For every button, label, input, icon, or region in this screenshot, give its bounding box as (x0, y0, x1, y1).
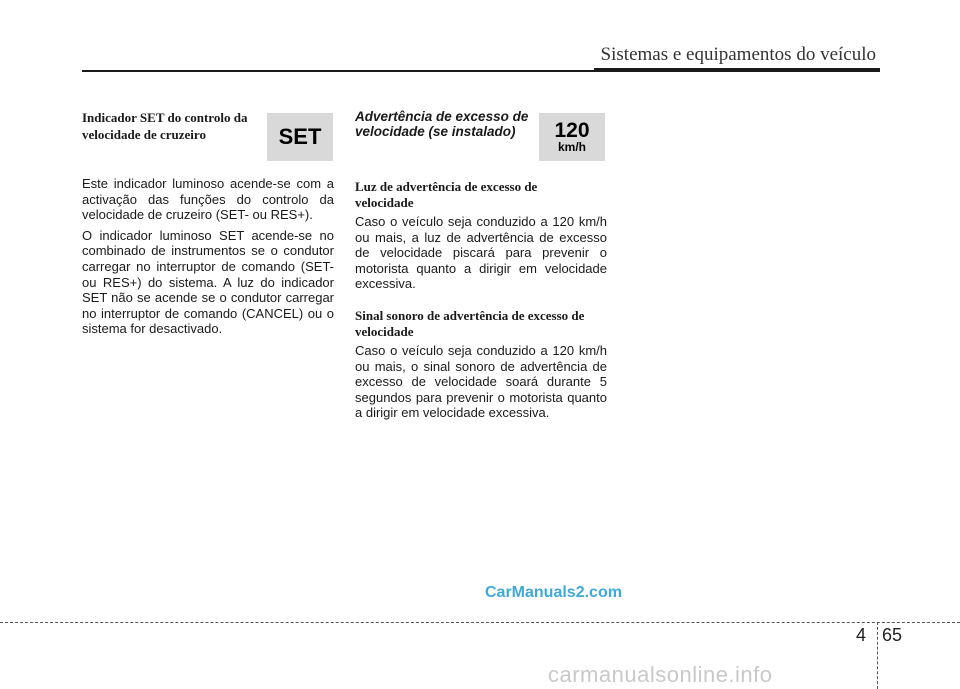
heading-line: Advertência de excesso de (355, 109, 529, 124)
subheading-line: Luz de advertência de excesso de (355, 179, 538, 194)
set-indicator-paragraph-1: Este indicador luminoso acende-se com a activação das funções do controlo da velocidade de cruzeiro (SET- ou RES+). (82, 176, 334, 223)
set-icon-label: SET (278, 124, 322, 149)
speed-icon-number: 120 (554, 118, 590, 142)
footer-brand-watermark: carmanualsonline.info (548, 662, 773, 687)
overspeed-chime-subheading (355, 308, 607, 340)
footer-dashed-divider (877, 622, 878, 689)
speed-icon-unit: km/h (557, 139, 586, 154)
overspeed-light-paragraph: Caso o veículo seja conduzido a 120 km/h ou mais, a luz de advertência de excesso de velocidade piscará para prevenir o motorista quanto a dirigir em velocidade excessiva. (355, 214, 607, 292)
heading-line: velocidade (se instalado) (355, 124, 516, 139)
chapter-number: 4 (856, 625, 867, 645)
section-title: Sistemas e equipamentos do veículo (600, 44, 876, 65)
overspeed-light-subheading (355, 179, 607, 211)
subheading-line: Sinal sonoro de advertência de excesso de (355, 307, 585, 323)
header-rule-accent (594, 68, 880, 72)
heading-line: velocidade de cruzeiro (82, 127, 206, 142)
subheading-line: velocidade (355, 323, 414, 339)
watermark-link[interactable]: CarManuals2.com (485, 584, 622, 601)
set-indicator-icon (267, 113, 333, 161)
subheading-line: velocidade (355, 195, 414, 210)
overspeed-chime-paragraph: Caso o veículo seja conduzido a 120 km/h ou mais, o sinal sonoro de advertência de excesso de velocidade soará durante 5 segundos para prevenir o motorista quanto a dirigir em velocidade excessiva. (355, 342, 607, 421)
footer-dashed-rule (0, 622, 960, 623)
page-number: 65 (882, 625, 903, 645)
heading-line: Indicador SET do controlo da (82, 110, 248, 125)
set-indicator-paragraph-2: O indicador luminoso SET acende-se no combinado de instrumentos se o condutor carregar no interruptor de comando (SET- ou RES+) do sistema. A luz do indicador SET não se acende se o condutor carregar no interruptor de comando (CANCEL) ou o sistema for desactivado. (82, 227, 334, 337)
overspeed-warning-icon (539, 113, 605, 161)
